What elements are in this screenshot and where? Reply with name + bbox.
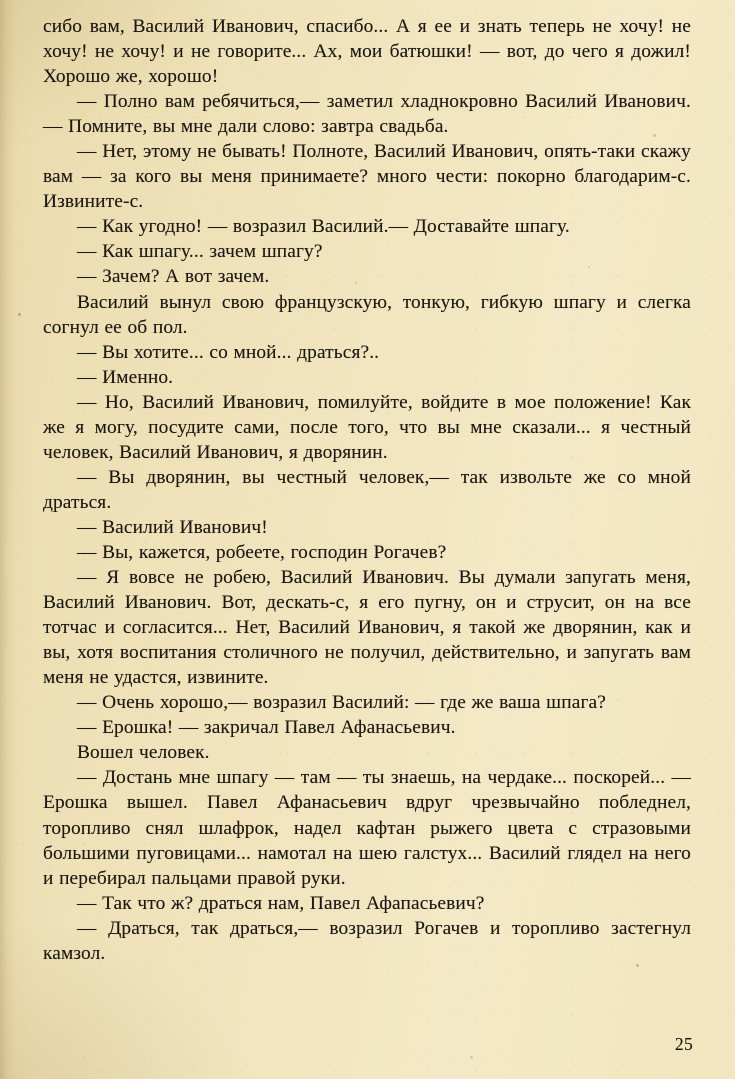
paragraph: — Вы, кажется, робеете, господин Рогачев? xyxy=(77,541,447,563)
scan-speck xyxy=(470,1056,473,1059)
paragraph: — Ерошка! — закричал Павел Афанасьевич. xyxy=(77,717,456,739)
paragraph: — Как угодно! — возразил Василий.— Доставайте шпагу. xyxy=(77,216,570,238)
paragraph: — Нет, этому не бывать! Полноте, Василий Иванович, опять-таки скажу вам — за кого вы меня принимаете? много чести: покорно благодарим-с. Извините-с. xyxy=(43,141,691,213)
paragraph: — Василий Иванович! xyxy=(77,516,268,538)
paragraph: — Но, Василий Иванович, помилуйте, войдите в мое положение! Как же я могу, посудите сами, после того, что вы мне сказали... я честный человек, Василий Иванович, я дворянин. xyxy=(43,391,691,463)
paragraph: — Как шпагу... зачем шпагу? xyxy=(77,241,323,263)
page-number: 25 xyxy=(674,1034,693,1054)
paragraph: — Полно вам ребячиться,— заметил хладнокровно Василий Иванович.— Помните, вы мне дали слово: завтра свадьба. xyxy=(43,91,691,138)
paragraph: — Именно. xyxy=(77,366,174,388)
paragraph: — Достань мне шпагу — там — ты знаешь, на чердаке... поскорей... — Ерошка вышел. Павел Афанасьевич вдруг чрезвычайно побледнел, торопливо снял шлафрок, надел кафтан рыжего цвета с стразовыми большими пуговицами... намотал на шею галстух... Василий глядел на него и перебирал пальцами правой руки. xyxy=(43,767,691,889)
body-text-column xyxy=(43,14,691,966)
paragraph: — Зачем? А вот зачем. xyxy=(77,266,270,288)
paragraph: Василий вынул свою французскую, тонкую, гибкую шпагу и слегка согнул ее об пол. xyxy=(43,291,691,338)
paragraph: — Так что ж? драться нам, Павел Афапасьевич? xyxy=(77,892,485,914)
paragraph: Вошел человек. xyxy=(77,742,210,764)
paragraph: — Я вовсе не робею, Василий Иванович. Вы думали запугать меня, Василий Иванович. Вот, дескать-с, я его пугну, он и струсит, он на все тотчас и согласится... Нет, Василий Иванович, я такой же дворянин, как и вы, хотя воспитания столичного не получил, действительно, и запугать вам меня не удастся, извините. xyxy=(43,567,691,689)
paragraph: — Вы хотите... со мной... драться?.. xyxy=(77,341,380,363)
scan-speck xyxy=(18,313,21,316)
paragraph: сибо вам, Василий Иванович, спасибо... А я ее и знать теперь не хочу! не хочу! не хочу! и не говорите... Ах, мои батюшки! — вот, до чего я дожил! Хорошо же, хорошо! xyxy=(43,16,691,88)
paragraph: — Очень хорошо,— возразил Василий: — где же ваша шпага? xyxy=(77,692,606,714)
paragraph: — Драться, так драться,— возразил Рогачев и торопливо застегнул камзол. xyxy=(43,917,691,964)
paragraph: — Вы дворянин, вы честный человек,— так извольте же со мной драться. xyxy=(43,466,691,513)
